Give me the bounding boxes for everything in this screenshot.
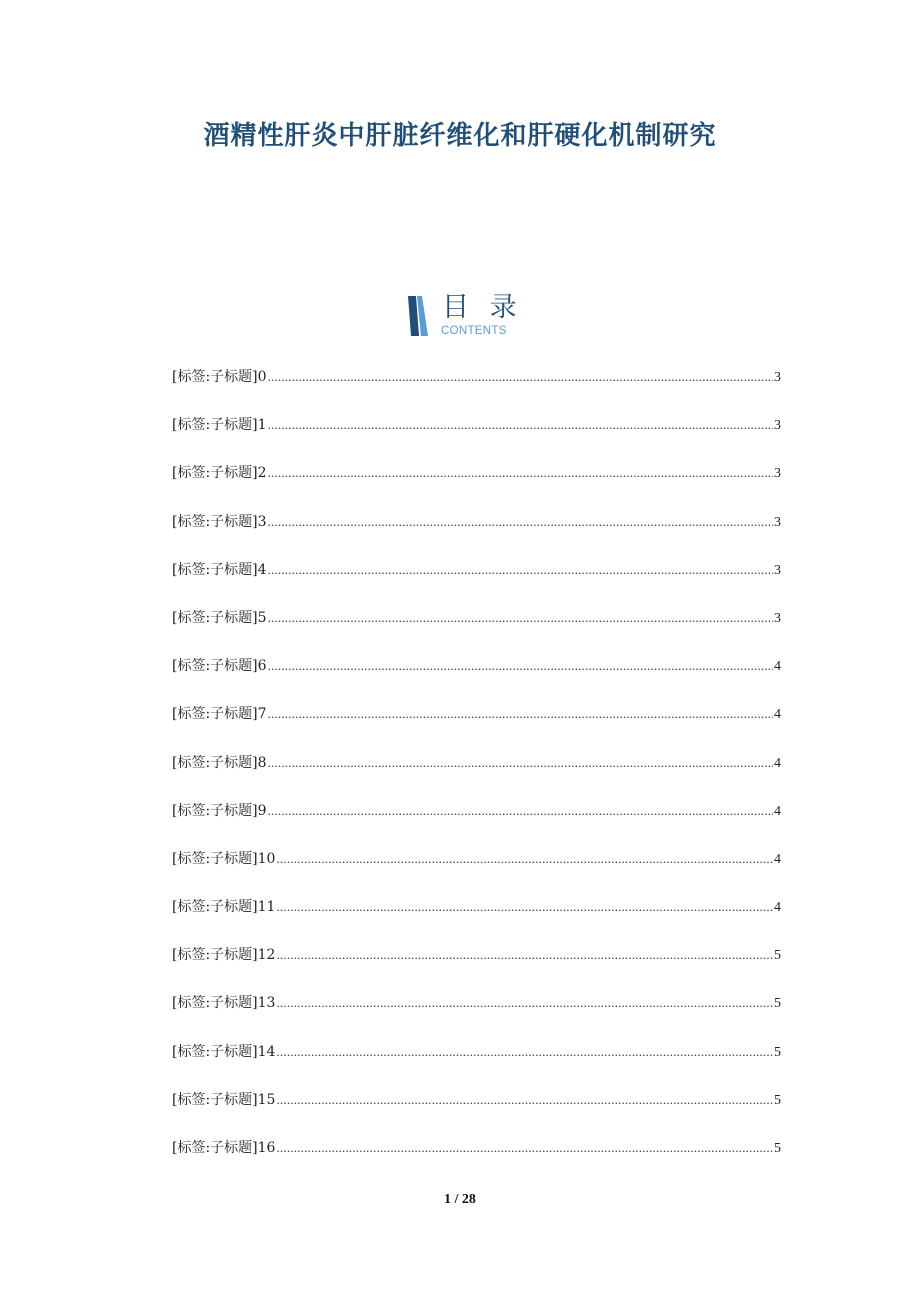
toc-dot-leader	[276, 848, 773, 870]
toc-dot-leader	[276, 1137, 773, 1159]
toc-entry-page-number[interactable]: 3	[774, 370, 781, 385]
toc-entry-page-number[interactable]: 3	[774, 562, 781, 578]
toc-entry-label[interactable]: [标签:子标题]14	[172, 1043, 276, 1060]
toc-entry[interactable]	[172, 992, 781, 1040]
book-stripe-icon	[406, 294, 436, 338]
toc-entry[interactable]	[172, 655, 781, 703]
toc-entry[interactable]	[172, 511, 781, 559]
toc-entry[interactable]	[172, 1089, 781, 1137]
toc-entry-page-number[interactable]: 5	[774, 948, 781, 964]
toc-entry-label[interactable]: [标签:子标题]10	[172, 850, 276, 867]
toc-dot-leader	[268, 414, 773, 436]
toc-entry[interactable]	[172, 1041, 781, 1089]
toc-dot-leader	[268, 800, 773, 822]
toc-dot-leader	[268, 703, 773, 725]
toc-dot-leader	[268, 607, 773, 629]
toc-entry[interactable]	[172, 752, 781, 800]
toc-entry-label[interactable]: [标签:子标题]15	[172, 1091, 276, 1108]
toc-entry[interactable]	[172, 414, 781, 462]
toc-entry-label[interactable]: [标签:子标题]9	[172, 802, 267, 819]
page-indicator: 1 / 28	[444, 1192, 476, 1207]
toc-entry-page-number[interactable]: 5	[774, 1044, 781, 1060]
toc-entry-label[interactable]: [标签:子标题]8	[172, 754, 267, 771]
toc-list	[172, 366, 781, 1185]
toc-entry-label[interactable]: [标签:子标题]13	[172, 995, 276, 1012]
toc-entry-page-number[interactable]: 3	[774, 610, 781, 626]
toc-entry[interactable]	[172, 944, 781, 992]
toc-dot-leader	[268, 655, 773, 677]
toc-entry-page-number[interactable]: 3	[774, 514, 781, 530]
toc-entry-label[interactable]: [标签:子标题]0	[172, 369, 267, 385]
toc-heading: 目 录	[442, 292, 523, 323]
toc-entry[interactable]	[172, 703, 781, 751]
toc-entry-page-number[interactable]: 3	[774, 466, 781, 482]
toc-entry[interactable]	[172, 559, 781, 607]
toc-entry-label[interactable]: [标签:子标题]11	[172, 899, 276, 916]
toc-dot-leader	[276, 896, 773, 918]
toc-dot-leader	[268, 752, 773, 774]
toc-entry[interactable]	[172, 896, 781, 944]
toc-header	[406, 294, 536, 340]
toc-entry[interactable]	[172, 800, 781, 848]
toc-dot-leader	[268, 462, 773, 484]
toc-subheading: CONTENTS	[441, 325, 507, 337]
toc-entry-label[interactable]: [标签:子标题]5	[172, 609, 267, 626]
toc-entry-page-number[interactable]: 4	[774, 900, 781, 916]
toc-entry-page-number[interactable]: 4	[774, 707, 781, 723]
toc-entry-page-number[interactable]: 5	[774, 996, 781, 1012]
toc-entry-label[interactable]: [标签:子标题]12	[172, 947, 276, 964]
toc-dot-leader	[268, 366, 773, 388]
toc-entry-page-number[interactable]: 3	[774, 418, 781, 434]
toc-entry[interactable]	[172, 366, 781, 414]
toc-entry-page-number[interactable]: 5	[774, 1141, 781, 1156]
toc-entry-label[interactable]: [标签:子标题]16	[172, 1140, 276, 1156]
document-title: 酒精性肝炎中肝脏纤维化和肝硬化机制研究	[203, 121, 717, 151]
toc-entry-label[interactable]: [标签:子标题]1	[172, 417, 267, 434]
toc-entry[interactable]	[172, 607, 781, 655]
toc-entry[interactable]	[172, 462, 781, 510]
toc-entry-label[interactable]: [标签:子标题]2	[172, 465, 267, 482]
toc-dot-leader	[268, 511, 773, 533]
toc-entry-page-number[interactable]: 5	[774, 1092, 781, 1108]
toc-entry-label[interactable]: [标签:子标题]4	[172, 561, 267, 578]
toc-dot-leader	[276, 1089, 773, 1111]
toc-entry-label[interactable]: [标签:子标题]6	[172, 658, 267, 675]
toc-entry-page-number[interactable]: 4	[774, 803, 781, 819]
toc-entry[interactable]	[172, 848, 781, 896]
toc-dot-leader	[276, 1041, 773, 1063]
toc-entry-label[interactable]: [标签:子标题]3	[172, 513, 267, 530]
toc-entry-page-number[interactable]: 4	[774, 755, 781, 771]
toc-entry-page-number[interactable]: 4	[774, 851, 781, 867]
toc-entry[interactable]	[172, 1137, 781, 1185]
toc-entry-label[interactable]: [标签:子标题]7	[172, 706, 267, 723]
toc-dot-leader	[268, 559, 773, 581]
toc-dot-leader	[276, 944, 773, 966]
toc-entry-page-number[interactable]: 4	[774, 659, 781, 675]
toc-dot-leader	[276, 992, 773, 1014]
